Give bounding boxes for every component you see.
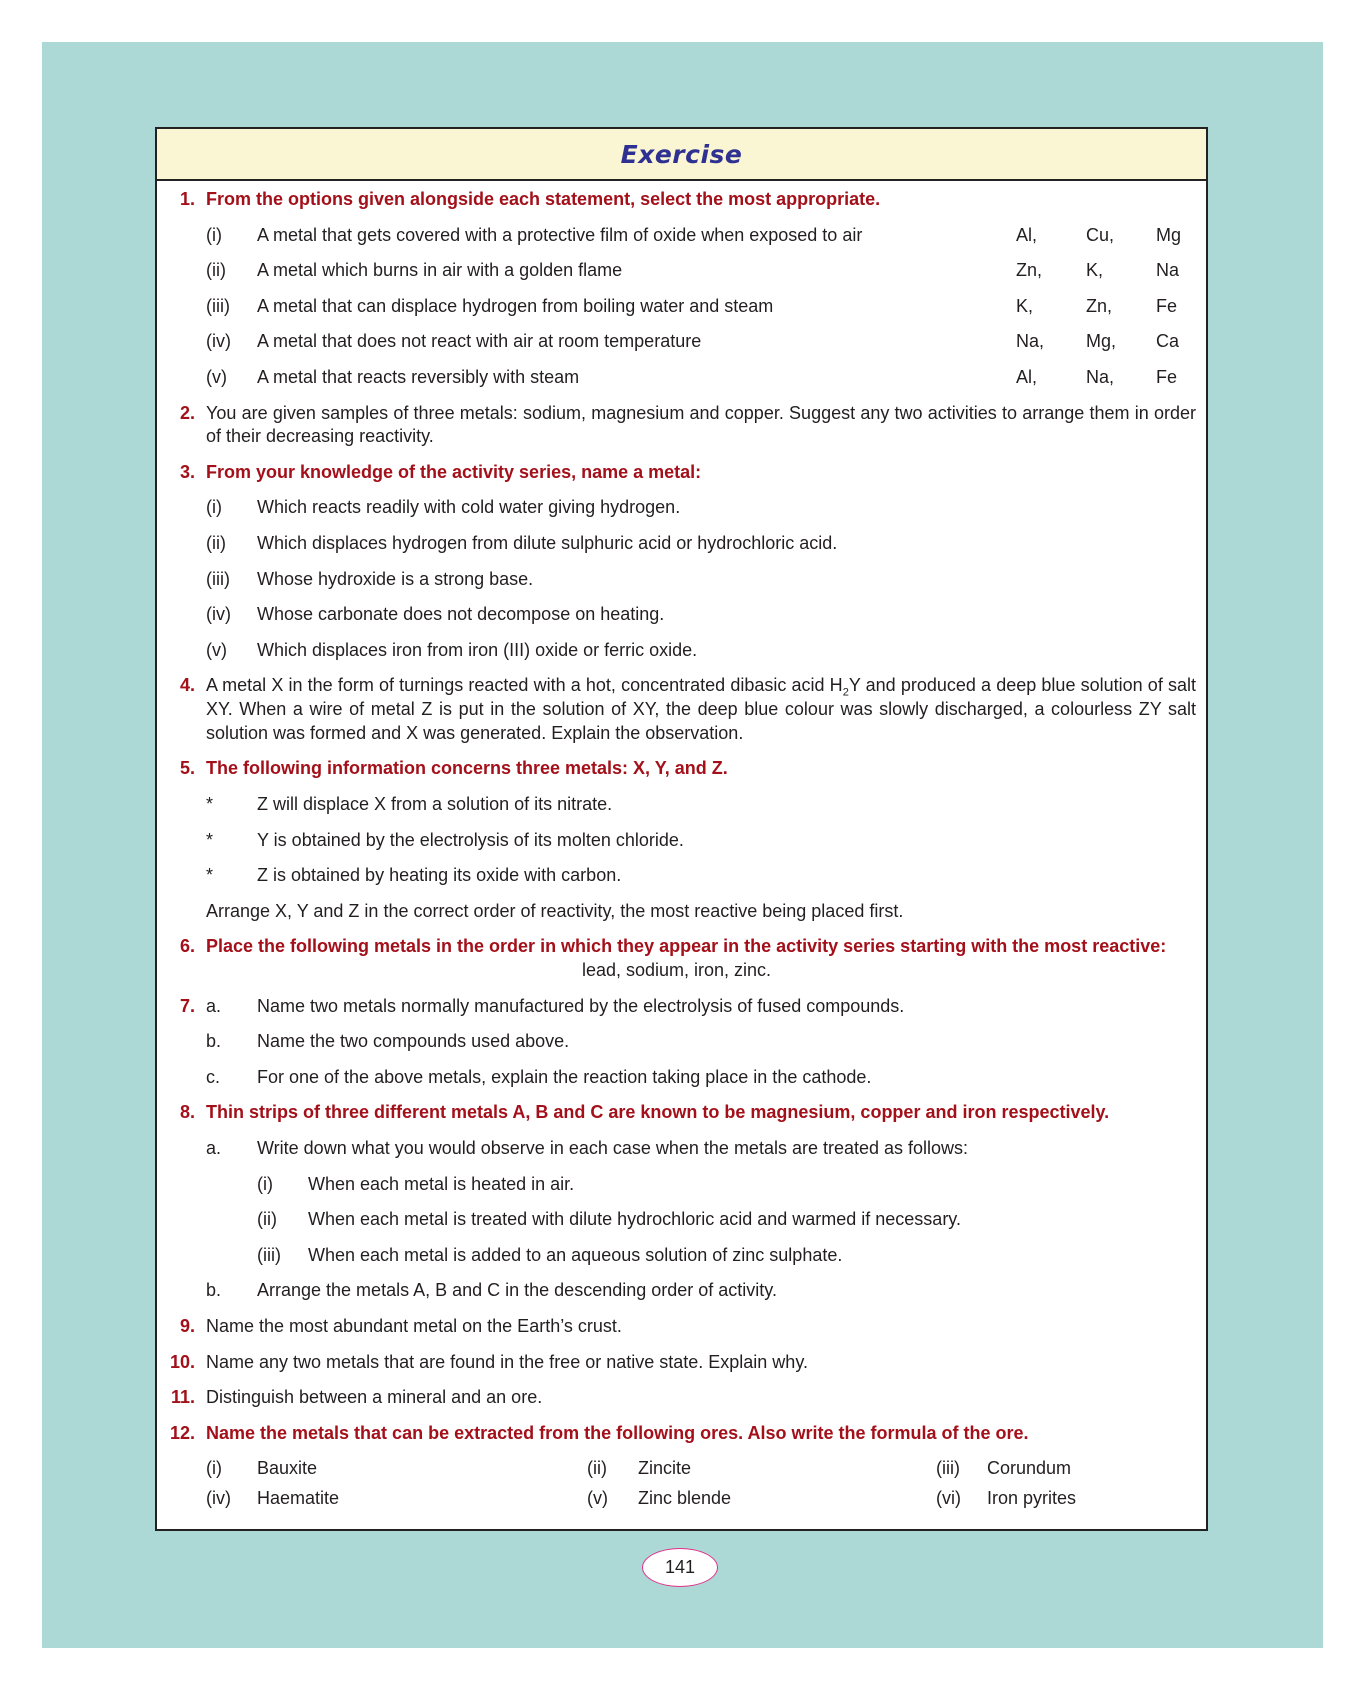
- choice: Na,: [1086, 366, 1115, 387]
- bullet-icon: *: [206, 865, 214, 886]
- item-label: (ii): [206, 260, 226, 281]
- choice: Ca: [1156, 331, 1180, 352]
- ore-name: Corundum: [987, 1458, 1072, 1479]
- ore-name: Iron pyrites: [987, 1488, 1077, 1509]
- question-text: You are given samples of three metals: sodium, magnesium and copper. Suggest any two activities to arrange them in order of their decreasing reactivity.: [206, 402, 1196, 447]
- item-label: (iii): [936, 1458, 960, 1479]
- item-label: c.: [206, 1066, 221, 1087]
- item-text: A metal that does not react with air at room temperature: [257, 331, 702, 352]
- question-number: 1.: [179, 189, 195, 209]
- choice: Fe: [1156, 366, 1178, 387]
- question-number: 12.: [169, 1422, 195, 1443]
- ore-item: [206, 1457, 587, 1481]
- item-label: (iv): [206, 1488, 231, 1509]
- question-3: [157, 461, 1196, 485]
- item-label: b.: [206, 1280, 222, 1301]
- item-text: Write down what you would observe in each case when the metals are treated as follows:: [257, 1138, 969, 1159]
- item-text: A metal which burns in air with a golden flame: [257, 260, 623, 281]
- item-label: (iv): [206, 604, 231, 625]
- item-label: (ii): [257, 1209, 277, 1230]
- question-number: 4.: [179, 675, 195, 696]
- question-10: [157, 1351, 1196, 1375]
- item-text: When each metal is heated in air.: [308, 1173, 575, 1194]
- sub-item: [206, 1137, 1196, 1161]
- nested-item: [257, 1244, 1196, 1268]
- exercise-content: [157, 181, 1206, 1511]
- bullet-item: [206, 793, 1196, 817]
- text-part: A metal X in the form of turnings reacted with a hot, concentrated dibasic acid H: [206, 675, 843, 696]
- exercise-box: [155, 127, 1208, 1531]
- item-text: When each metal is added to an aqueous solution of zinc sulphate.: [308, 1244, 843, 1265]
- choice: Al,: [1016, 224, 1038, 245]
- exercise-header: [157, 129, 1206, 181]
- choice: Mg,: [1086, 331, 1117, 352]
- item-text: Z is obtained by heating its oxide with carbon.: [257, 865, 622, 886]
- question-text: Name any two metals that are found in the free or native state. Explain why.: [206, 1351, 808, 1372]
- item-text: Whose hydroxide is a strong base.: [257, 568, 534, 589]
- question-number: 10.: [169, 1351, 195, 1372]
- nested-item: [257, 1173, 1196, 1197]
- question-text: From your knowledge of the activity series, name a metal:: [206, 461, 702, 482]
- question-text: Thin strips of three different metals A, B and C are known to be magnesium, copper and iron respectively.: [206, 1102, 1110, 1123]
- question-4: [157, 674, 1196, 745]
- choice: K,: [1016, 295, 1034, 316]
- ore-item: [936, 1457, 1071, 1481]
- question-number: 5.: [179, 758, 195, 779]
- nested-item: [257, 1208, 1196, 1232]
- bullet-item: [206, 829, 1196, 853]
- choice: Na,: [1016, 331, 1045, 352]
- question-text: [206, 674, 1196, 745]
- page-number: 141: [642, 1548, 718, 1587]
- item-label: (v): [587, 1488, 608, 1509]
- item-label: (v): [206, 639, 227, 660]
- option-row: [206, 330, 1196, 354]
- choice: Cu,: [1086, 224, 1115, 245]
- item-text: Which displaces iron from iron (III) oxide or ferric oxide.: [257, 639, 698, 660]
- item-label: b.: [206, 1031, 222, 1052]
- item-label: (i): [257, 1173, 273, 1194]
- question-text: The following information concerns three metals: X, Y, and Z.: [206, 758, 728, 779]
- sub-item: [206, 568, 1196, 592]
- text-part: Y and produced a deep blue solution of salt XY. When a wire of metal Z is put in the solution of XY, the deep blue colour was slowly discharged, a colourless ZY salt solution was formed and X was generated. Explain the observation.: [206, 675, 1196, 743]
- question-number: 11.: [170, 1387, 195, 1408]
- item-label: (ii): [206, 533, 226, 554]
- question-12: [157, 1422, 1196, 1446]
- ore-name: Zinc blende: [638, 1488, 732, 1509]
- question-11: [157, 1386, 1196, 1410]
- choice: Mg: [1156, 224, 1182, 245]
- item-label: (iii): [206, 568, 230, 589]
- question-text: Name the metals that can be extracted from the following ores. Also write the formula of the ore.: [206, 1422, 1029, 1443]
- item-text: When each metal is treated with dilute hydrochloric acid and warmed if necessary.: [308, 1209, 961, 1230]
- item-text: Arrange the metals A, B and C in the descending order of activity.: [257, 1280, 777, 1301]
- item-label: (iv): [206, 331, 231, 352]
- choice: Zn,: [1086, 295, 1113, 316]
- item-text: Name the two compounds used above.: [257, 1031, 570, 1052]
- item-label: a.: [206, 995, 222, 1016]
- footer-text: Arrange X, Y and Z in the correct order of reactivity, the most reactive being placed first.: [206, 900, 904, 921]
- question-number: 3.: [179, 461, 195, 482]
- bullet-icon: *: [206, 829, 214, 850]
- question-text: Distinguish between a mineral and an ore.: [206, 1387, 543, 1408]
- item-label: (ii): [587, 1458, 607, 1479]
- ore-row: [206, 1457, 1196, 1481]
- sub-item: [206, 639, 1196, 663]
- sub-item: [206, 1066, 1196, 1090]
- item-label: (vi): [936, 1488, 961, 1509]
- item-text: Y is obtained by the electrolysis of its molten chloride.: [257, 829, 684, 850]
- item-label: (i): [206, 497, 222, 518]
- item-label: a.: [206, 1138, 222, 1159]
- ore-row: [206, 1487, 1196, 1511]
- item-text: For one of the above metals, explain the reaction taking place in the cathode.: [257, 1066, 872, 1087]
- ore-name: Haematite: [257, 1488, 340, 1509]
- item-label: (iii): [206, 295, 230, 316]
- item-text: A metal that reacts reversibly with steam: [257, 366, 580, 387]
- option-row: [206, 366, 1196, 390]
- question-5: [157, 757, 1196, 781]
- question-6: [157, 935, 1196, 959]
- item-label: (i): [206, 1458, 222, 1479]
- ore-name: Zincite: [638, 1458, 692, 1479]
- question-text: Name the most abundant metal on the Earth’s crust.: [206, 1316, 622, 1337]
- item-text: A metal that can displace hydrogen from boiling water and steam: [257, 295, 774, 316]
- choice: Zn,: [1016, 260, 1043, 281]
- bullet-item: [206, 864, 1196, 888]
- sub-item: [206, 532, 1196, 556]
- ore-item: [587, 1457, 936, 1481]
- question-9: [157, 1315, 1196, 1339]
- option-row: [206, 224, 1196, 248]
- question-number: 8.: [179, 1102, 195, 1123]
- question-8: [157, 1101, 1196, 1125]
- sub-item: [206, 1030, 1196, 1054]
- choice: Fe: [1156, 295, 1178, 316]
- item-text: Which reacts readily with cold water giving hydrogen.: [257, 497, 681, 518]
- ore-name: Bauxite: [257, 1458, 318, 1479]
- option-row: [206, 295, 1196, 319]
- question-number: 2.: [179, 402, 195, 423]
- item-text: Name two metals normally manufactured by the electrolysis of fused compounds.: [257, 995, 905, 1016]
- item-label: (i): [206, 224, 222, 245]
- question-number: 7.: [179, 995, 195, 1016]
- item-label: (iii): [257, 1244, 281, 1265]
- option-row: [206, 259, 1196, 283]
- question-2: [157, 402, 1196, 449]
- item-text: A metal that gets covered with a protective film of oxide when exposed to air: [257, 224, 863, 245]
- question-number: 6.: [179, 936, 195, 957]
- item-text: Whose carbonate does not decompose on heating.: [257, 604, 665, 625]
- question-text: Place the following metals in the order in which they appear in the activity series starting with the most reactive:: [206, 936, 1167, 957]
- ore-item: [206, 1487, 587, 1511]
- question-7: [157, 995, 1196, 1019]
- bullet-icon: *: [206, 794, 214, 815]
- item-text: Z will displace X from a solution of its nitrate.: [257, 794, 613, 815]
- sub-item: [206, 603, 1196, 627]
- question-number: 9.: [179, 1316, 195, 1337]
- page-background: [42, 42, 1323, 1648]
- choice: Al,: [1016, 366, 1038, 387]
- item-text: Which displaces hydrogen from dilute sulphuric acid or hydrochloric acid.: [257, 533, 838, 554]
- question-footer: [206, 900, 1196, 924]
- subscript: 2: [842, 687, 849, 700]
- question-text: From the options given alongside each statement, select the most appropriate.: [206, 189, 881, 209]
- exercise-title: Exercise: [620, 139, 743, 169]
- metal-list: lead, sodium, iron, zinc.: [581, 960, 772, 981]
- question-1: [157, 188, 1196, 212]
- choice: Na: [1156, 260, 1180, 281]
- ore-item: [936, 1487, 1076, 1511]
- sub-item: [206, 1279, 1196, 1303]
- sub-item: [206, 496, 1196, 520]
- item-label: (v): [206, 366, 227, 387]
- choice: K,: [1086, 260, 1104, 281]
- ore-item: [587, 1487, 936, 1511]
